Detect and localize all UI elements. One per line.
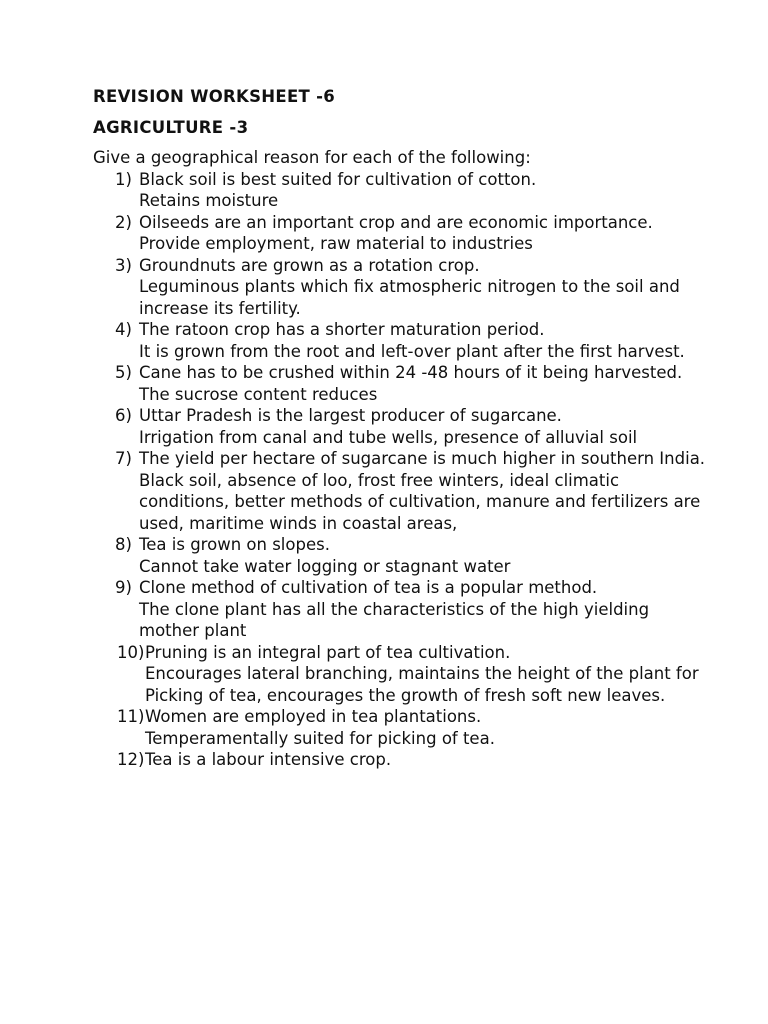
item-answer: Irrigation from canal and tube wells, presence of alluvial soil — [139, 427, 638, 447]
list-item — [93, 749, 713, 771]
item-question: Oilseeds are an important crop and are economic importance. — [139, 212, 653, 232]
item-answer: The clone plant has all the characteristics of the high yielding mother plant — [139, 599, 650, 640]
item-question: The ratoon crop has a shorter maturation period. — [139, 320, 545, 339]
item-question: Tea is grown on slopes. — [139, 535, 330, 554]
item-number: 7) — [115, 449, 132, 468]
item-number: 11) — [117, 707, 145, 726]
worksheet-subtitle: AGRICULTURE -3 — [93, 117, 249, 137]
item-number: 2) — [115, 212, 132, 232]
item-number: 3) — [115, 255, 132, 275]
item-number: 6) — [115, 406, 132, 425]
item-answer: Black soil, absence of loo, frost free winters, ideal climatic conditions, better methods of cultivation, manure and fertilizers are used, maritime winds in coastal areas, — [139, 470, 701, 533]
item-number: 8) — [115, 535, 132, 554]
item-question: Tea is a labour intensive crop. — [145, 750, 392, 769]
item-number: 1) — [115, 169, 132, 189]
item-question: Black soil is best suited for cultivation of cotton. — [139, 169, 537, 189]
item-question: Pruning is an integral part of tea cultivation. — [145, 642, 511, 662]
item-number: 5) — [115, 363, 132, 382]
list-item — [93, 706, 713, 749]
item-number: 9) — [115, 578, 132, 597]
item-answer: It is grown from the root and left-over plant after the first harvest. — [139, 341, 685, 361]
list-item — [93, 212, 713, 255]
item-answer: Provide employment, raw material to industries — [139, 234, 533, 253]
list-item — [93, 534, 713, 577]
instruction-text: Give a geographical reason for each of the following: — [93, 148, 531, 167]
item-answer: Leguminous plants which fix atmospheric nitrogen to the soil and increase its fertility. — [139, 277, 680, 318]
list-item — [93, 448, 713, 534]
item-answer-continued: Picking of tea, encourages the growth of fresh soft new leaves. — [145, 685, 666, 705]
item-question: The yield per hectare of sugarcane is much higher in southern India. — [139, 449, 706, 468]
item-number: 10) — [117, 642, 145, 662]
list-item — [93, 577, 713, 642]
list-item — [93, 169, 713, 212]
item-answer: Cannot take water logging or stagnant water — [139, 556, 511, 576]
item-answer: Temperamentally suited for picking of tea. — [145, 728, 495, 748]
worksheet-title: REVISION WORKSHEET -6 — [93, 87, 336, 106]
item-answer: The sucrose content reduces — [139, 384, 378, 404]
item-question: Women are employed in tea plantations. — [145, 707, 482, 726]
item-number: 12) — [117, 750, 145, 769]
list-item — [93, 319, 713, 362]
worksheet-page — [93, 86, 713, 771]
item-question: Groundnuts are grown as a rotation crop. — [139, 255, 480, 275]
item-answer: Retains moisture — [139, 191, 279, 210]
question-list — [93, 169, 713, 771]
list-item — [93, 255, 713, 320]
item-question: Clone method of cultivation of tea is a popular method. — [139, 578, 598, 597]
list-item — [93, 362, 713, 405]
item-question: Cane has to be crushed within 24 -48 hours of it being harvested. — [139, 363, 683, 382]
item-answer: Encourages lateral branching, maintains the height of the plant for — [145, 664, 699, 683]
list-item — [93, 405, 713, 448]
item-question: Uttar Pradesh is the largest producer of sugarcane. — [139, 406, 562, 425]
item-number: 4) — [115, 320, 132, 339]
list-item — [93, 642, 713, 707]
